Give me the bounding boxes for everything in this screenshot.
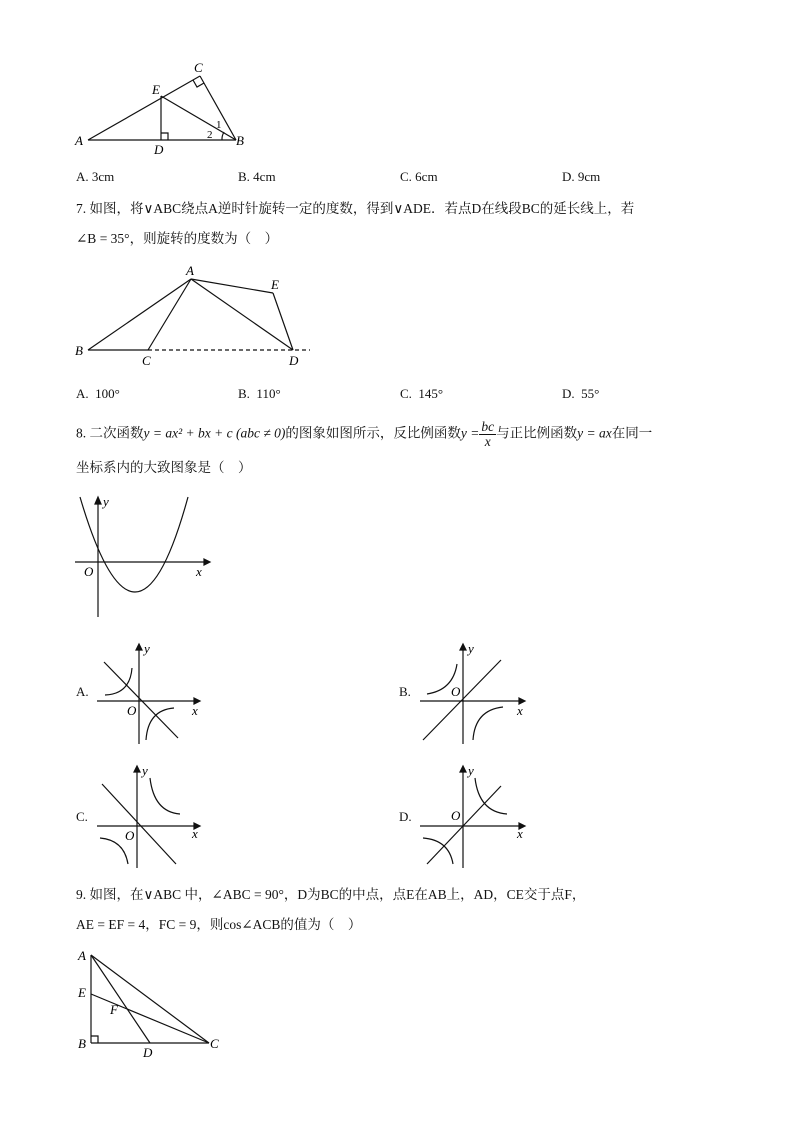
svg-text:x: x <box>517 826 523 841</box>
hyperbola-branch-2 <box>473 707 503 740</box>
line-y-ax <box>423 660 501 740</box>
label-D: D <box>289 353 299 368</box>
y-axis-arrow <box>95 497 101 504</box>
axis-label-y: y <box>103 494 109 509</box>
q7-figure <box>70 262 320 372</box>
q8-parabola-graph <box>70 492 215 622</box>
svg-text:x: x <box>192 703 198 718</box>
parabola-curve <box>80 497 188 592</box>
origin-label: O <box>84 564 94 579</box>
segment-EB <box>161 96 236 140</box>
label-B: B <box>75 343 83 358</box>
q9-stem-line2: AE = EF = 4，FC = 9，则cos∠ACB的值为（ ） <box>76 917 362 932</box>
label-E: E <box>152 82 160 97</box>
segment-ED <box>273 293 293 350</box>
right-angle-D <box>161 133 168 140</box>
label-C: C <box>194 60 203 75</box>
line-y-ax <box>427 786 501 864</box>
label-C: C <box>142 353 151 368</box>
q6-option-a: A. 3cm <box>76 169 115 184</box>
q8-option-c-label: C. <box>76 809 88 824</box>
q8-option-d-label: D. <box>399 809 412 824</box>
svg-text:O: O <box>451 684 461 699</box>
q6-figure <box>70 56 260 156</box>
segment-AE <box>191 279 273 293</box>
x-axis-arrow <box>204 559 210 565</box>
segment-AD <box>91 955 150 1043</box>
svg-text:x: x <box>192 826 198 841</box>
q8-stem-line1: 8. 二次函数y = ax² + bx + c (abc ≠ 0)的图象如图所示，反比例函数y = $\frac{bc}{x}$ 与正比例函数y = ax在同一 <box>76 419 653 449</box>
q8-linear-formula: y = ax <box>577 425 612 441</box>
q6-option-b: B. 4cm <box>238 169 276 184</box>
q6-option-c: C. 6cm <box>400 169 438 184</box>
q7-stem-line2: ∠B = 35°，则旋转的度数为（ ） <box>76 231 279 246</box>
label-A: A <box>186 263 194 278</box>
label-angle-2: 2 <box>207 129 213 141</box>
right-angle-B <box>91 1036 98 1043</box>
q9-stem-line1: 9. 如图，在∨ABC 中，∠ABC = 90°，D为BC的中点，点E在AB上，AD，CE交于点F， <box>76 887 586 902</box>
label-F: F <box>110 1002 118 1017</box>
label-B: B <box>78 1036 86 1051</box>
q9-figure <box>70 944 235 1064</box>
q8-option-a-label: A. <box>76 684 89 699</box>
label-angle-1: 1 <box>216 119 222 131</box>
svg-text:O: O <box>125 828 135 843</box>
hyperbola-branch-2 <box>146 708 174 740</box>
angle-arc <box>222 132 224 140</box>
q8-option-b-label: B. <box>399 684 411 699</box>
svg-text:O: O <box>127 703 137 718</box>
segment-AB <box>88 279 191 350</box>
q8-option-d-graph <box>415 762 535 872</box>
label-A: A <box>75 133 83 148</box>
q7-stem-line1: 7. 如图，将∨ABC绕点A逆时针旋转一定的度数，得到∨ADE．若点D在线段BC的延长线上，若 <box>76 201 635 216</box>
label-D: D <box>143 1045 153 1060</box>
hyperbola-branch-1 <box>105 668 132 695</box>
svg-text:y: y <box>142 763 148 778</box>
q7-option-b: B. 110° <box>238 386 281 401</box>
hyperbola-branch-2 <box>100 838 128 864</box>
hyperbola-branch-1 <box>150 778 180 814</box>
q8-stem-line2: 坐标系内的大致图象是（ ） <box>76 460 252 475</box>
axis-label-x: x <box>196 564 202 579</box>
segment-AC <box>91 955 209 1043</box>
segment-AC <box>88 76 200 140</box>
q8-quadratic-formula: y = ax² + bx + c (abc ≠ 0) <box>143 425 286 441</box>
line-y-ax <box>102 784 176 864</box>
q8-option-c-graph <box>92 762 207 872</box>
label-A: A <box>78 948 86 963</box>
svg-text:x: x <box>517 703 523 718</box>
label-E: E <box>271 277 279 292</box>
line-y-ax <box>104 662 178 738</box>
q7-option-d: D. 55° <box>562 386 600 401</box>
label-C: C <box>210 1036 219 1051</box>
q8-option-b-graph <box>415 640 535 748</box>
q7-option-c: C. 145° <box>400 386 444 401</box>
q8-fraction: $\frac{bc}{x}$ <box>481 419 495 449</box>
q8-option-a-graph <box>92 640 207 748</box>
svg-text:y: y <box>468 763 474 778</box>
label-D: D <box>154 142 164 156</box>
svg-text:y: y <box>144 641 150 656</box>
svg-text:y: y <box>468 641 474 656</box>
label-E: E <box>78 985 86 1000</box>
q7-option-a: A. 100° <box>76 386 120 401</box>
segment-AC <box>148 279 191 350</box>
q6-option-d: D. 9cm <box>562 169 601 184</box>
svg-text:O: O <box>451 808 461 823</box>
label-B: B <box>236 133 244 148</box>
segment-EC <box>91 994 209 1043</box>
